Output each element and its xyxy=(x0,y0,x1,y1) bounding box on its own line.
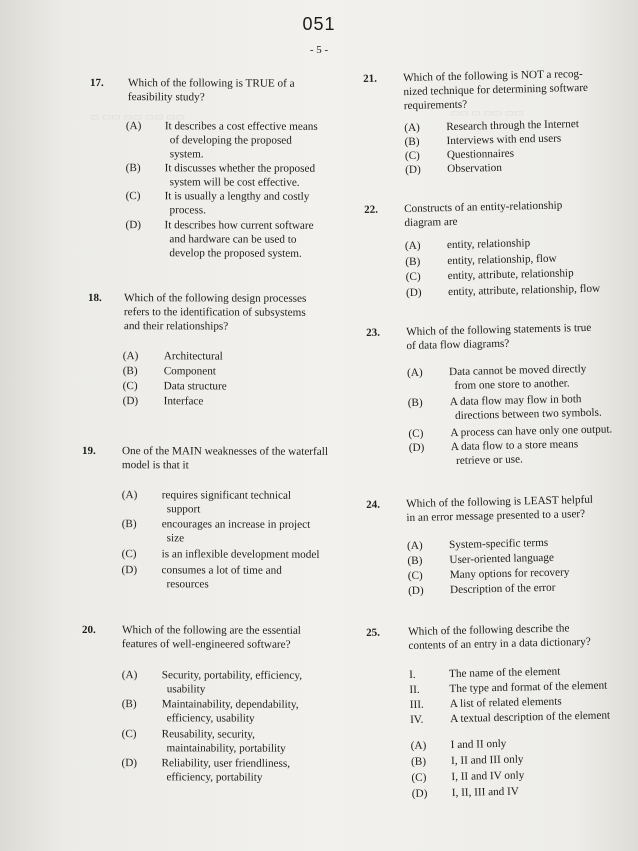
option-line: Data structure xyxy=(163,380,227,393)
option-label: (C) xyxy=(122,380,138,393)
option-label: III. xyxy=(409,698,424,712)
option-line: of developing the proposed xyxy=(169,134,292,147)
option-line: system. xyxy=(169,148,204,161)
question-25 xyxy=(366,620,634,801)
option-text xyxy=(161,563,281,591)
stem-line: model is that it xyxy=(121,459,189,472)
question-number: 22. xyxy=(364,203,379,216)
option-text xyxy=(449,679,607,697)
question-19 xyxy=(81,444,347,591)
question-number: 19. xyxy=(81,445,96,458)
option-line: support xyxy=(166,503,201,516)
option-line: Description of the error xyxy=(449,581,556,597)
stem-line: Which of the following describe the xyxy=(408,622,570,639)
option-line: Questionnaires xyxy=(446,147,515,162)
option-label: (B) xyxy=(410,755,427,769)
question-stem xyxy=(403,67,588,113)
option-line: efficiency, portability xyxy=(166,771,263,784)
answer-option xyxy=(82,727,352,755)
option-text xyxy=(447,147,514,163)
stem-line: Which of the following is LEAST helpful xyxy=(406,493,594,511)
answer-option xyxy=(90,119,360,161)
option-label: (D) xyxy=(407,584,424,598)
option-line: process. xyxy=(169,204,206,217)
option-text xyxy=(447,252,557,268)
option-label: (C) xyxy=(405,270,421,284)
answer-option xyxy=(82,488,352,516)
stem-line: One of the MAIN weaknesses of the waterfall xyxy=(121,445,328,458)
option-line: It discusses whether the proposed xyxy=(164,162,316,175)
option-label: (D) xyxy=(405,286,422,300)
option-text xyxy=(451,752,524,768)
answer-option xyxy=(88,394,358,408)
answer-option xyxy=(367,361,637,393)
option-text xyxy=(164,394,204,408)
option-text xyxy=(162,488,291,516)
option-label: (D) xyxy=(411,787,428,801)
option-label: (B) xyxy=(407,554,423,568)
question-stem xyxy=(122,444,328,473)
option-text xyxy=(165,119,318,162)
option-text xyxy=(162,517,311,546)
option-label: I. xyxy=(408,668,416,682)
option-line: usability xyxy=(166,683,206,696)
stem-line: Which of the following statements is true xyxy=(406,321,592,339)
option-label: (C) xyxy=(121,728,137,741)
option-line: A list of related elements xyxy=(449,695,562,711)
option-line: consumes a lot of time and xyxy=(161,564,282,577)
option-label: (B) xyxy=(407,396,423,410)
option-label: (D) xyxy=(122,395,139,408)
option-text xyxy=(449,536,548,552)
option-line: Component xyxy=(163,365,216,378)
stem-line: of data flow diagrams? xyxy=(406,337,510,353)
answer-option xyxy=(82,697,352,725)
option-line: Observation xyxy=(447,161,503,176)
question-stem xyxy=(122,623,301,652)
answer-option xyxy=(82,668,352,696)
option-label: II. xyxy=(409,683,420,697)
option-line: Many options for recovery xyxy=(449,566,570,582)
option-label: (B) xyxy=(122,365,138,378)
option-line: A process can have only one output. xyxy=(450,423,613,440)
option-label: (B) xyxy=(405,255,421,269)
exam-code: 051 xyxy=(302,14,336,34)
answer-option xyxy=(82,517,352,545)
question-number: 20. xyxy=(81,624,96,637)
question-stem xyxy=(124,291,307,334)
option-label: (D) xyxy=(125,219,142,232)
option-label: (C) xyxy=(404,149,420,163)
question-number: 24. xyxy=(366,498,381,511)
option-line: Architectural xyxy=(163,350,223,363)
option-label: (C) xyxy=(411,771,427,785)
option-text xyxy=(451,437,579,468)
stem-line: diagram are xyxy=(404,215,458,230)
question-stem xyxy=(406,493,593,525)
option-text xyxy=(446,132,561,149)
option-label: (C) xyxy=(407,569,423,583)
stem-line: features of well-engineered software? xyxy=(121,638,291,651)
stem-line: Which of the following is TRUE of a xyxy=(127,77,295,90)
option-line: system will be cost effective. xyxy=(169,176,300,189)
question-24 xyxy=(366,492,634,598)
option-text xyxy=(164,349,223,363)
option-line: I and II only xyxy=(450,737,507,752)
option-label: (A) xyxy=(406,539,423,553)
option-line: Reusability, security, xyxy=(161,728,255,741)
stem-line: contents of an entry in a data dictionary? xyxy=(408,635,591,653)
stem-line: feasibility study? xyxy=(127,91,205,104)
stem-line: Which of the following design processes xyxy=(123,292,307,305)
question-stem xyxy=(408,621,591,653)
option-line: Data cannot be moved directly xyxy=(448,363,587,379)
answer-option xyxy=(88,364,358,378)
bleed-through: ▭ ▭▭ ▭▭ ▭▭ ▭▭ xyxy=(90,112,186,123)
option-line: The name of the element xyxy=(448,665,561,681)
question-17 xyxy=(89,76,355,260)
option-line: resources xyxy=(166,578,209,591)
stem-line: nized technique for determining software xyxy=(403,81,589,99)
option-text xyxy=(165,189,310,218)
option-text xyxy=(450,392,602,423)
option-line: develop the proposed system. xyxy=(169,247,302,260)
option-line: I, II and III only xyxy=(450,753,524,768)
bleed-through: ▭▭ ▭ ▭▭ ▭▭ xyxy=(450,108,524,119)
option-label: (A) xyxy=(121,489,138,502)
stem-line: in an error message presented to a user? xyxy=(406,508,586,525)
answer-option xyxy=(367,663,637,682)
question-number: 21. xyxy=(363,72,378,85)
option-label: (D) xyxy=(121,757,138,770)
option-label: (A) xyxy=(404,121,420,135)
option-label: (B) xyxy=(125,162,141,175)
answer-option xyxy=(82,756,352,784)
question-23 xyxy=(366,320,634,467)
stem-line: requirements? xyxy=(403,98,468,113)
option-text xyxy=(449,551,554,567)
option-line: entity, relationship, flow xyxy=(447,252,557,268)
option-label: (C) xyxy=(125,190,141,203)
answer-option xyxy=(82,547,352,561)
option-label: (D) xyxy=(408,441,425,455)
option-text xyxy=(164,379,227,393)
option-text xyxy=(162,727,286,755)
option-label: (A) xyxy=(410,739,427,753)
option-text xyxy=(450,581,556,597)
option-line: is an inflexible development model xyxy=(161,548,320,561)
answer-option xyxy=(365,234,635,253)
question-number: 17. xyxy=(89,76,104,90)
question-number: 23. xyxy=(366,326,381,339)
option-text xyxy=(164,364,216,378)
question-22 xyxy=(364,197,632,300)
option-label: (C) xyxy=(408,427,424,441)
question-number: 18. xyxy=(87,292,102,305)
option-line: entity, attribute, relationship xyxy=(447,267,574,283)
option-text xyxy=(161,756,290,784)
option-line: requires significant technical xyxy=(161,489,292,502)
answer-option xyxy=(369,734,638,753)
option-text xyxy=(448,266,574,283)
question-21 xyxy=(363,66,631,177)
answer-option xyxy=(90,189,360,217)
option-line: entity, attribute, relationship, flow xyxy=(447,282,601,299)
option-text xyxy=(164,218,313,261)
option-line: from one store to another. xyxy=(454,377,570,393)
option-text xyxy=(451,737,507,752)
option-line: Security, portability, efficiency, xyxy=(161,669,303,682)
option-text xyxy=(452,785,519,801)
option-line: encourages an increase in project xyxy=(161,518,311,531)
option-line: Interface xyxy=(163,395,204,408)
option-line: System-specific terms xyxy=(448,536,549,552)
question-18 xyxy=(87,291,353,408)
answer-option xyxy=(368,422,638,441)
option-line: A data flow to a store means xyxy=(450,438,579,454)
option-label: IV. xyxy=(410,713,424,727)
option-line: retrieve or use. xyxy=(455,453,523,467)
option-line: It describes a cost effective means xyxy=(164,120,318,133)
option-label: (A) xyxy=(121,669,138,682)
answer-option xyxy=(88,379,358,393)
option-text xyxy=(165,161,315,190)
question-20 xyxy=(81,623,347,784)
question-stem xyxy=(128,76,295,105)
option-text xyxy=(162,668,302,696)
stem-line: Which of the following are the essential xyxy=(121,624,301,637)
answer-option xyxy=(90,218,360,260)
option-line: The type and format of the element xyxy=(449,679,608,696)
stem-line: Which of the following is NOT a recog- xyxy=(403,68,583,85)
option-label: (A) xyxy=(406,366,423,380)
option-text xyxy=(450,695,562,712)
page-number: - 5 - xyxy=(309,44,329,56)
option-label: (A) xyxy=(404,239,421,253)
stem-line: and their relationships? xyxy=(123,320,229,333)
option-line: It is usually a lengthy and costly xyxy=(164,190,310,203)
option-label: (D) xyxy=(121,564,138,577)
option-line: and hardware can be used to xyxy=(169,233,297,246)
option-label: (A) xyxy=(122,350,139,363)
option-text xyxy=(162,697,299,725)
option-line: Maintainability, dependability, xyxy=(161,698,299,711)
option-line: efficiency, usability xyxy=(166,712,255,725)
option-text xyxy=(450,565,570,582)
option-line: I, II and IV only xyxy=(451,769,525,784)
option-text xyxy=(447,236,530,252)
option-line: size xyxy=(166,532,185,545)
option-line: It describes how current software xyxy=(164,219,314,232)
option-text xyxy=(448,282,600,299)
option-line: entity, relationship xyxy=(446,237,531,252)
option-line: Research through the Internet xyxy=(446,118,580,134)
option-line: maintainability, portability xyxy=(166,742,286,755)
option-text xyxy=(450,708,610,726)
option-line: directions between two symbols. xyxy=(454,406,602,423)
answer-option xyxy=(367,534,637,553)
option-line: Interviews with end users xyxy=(446,132,562,148)
option-text xyxy=(449,665,560,682)
option-line: A data flow may flow in both xyxy=(449,393,582,409)
question-stem xyxy=(404,199,563,231)
answer-option xyxy=(82,563,352,591)
option-label: (B) xyxy=(121,698,137,711)
option-text xyxy=(162,547,320,562)
option-label: (C) xyxy=(121,548,137,561)
stem-line: refers to the identification of subsystems xyxy=(123,306,306,319)
answer-option xyxy=(90,161,360,189)
stem-line: Constructs of an entity-relationship xyxy=(404,199,563,216)
answer-option xyxy=(88,349,358,363)
option-line: User-oriented language xyxy=(449,551,555,567)
option-label: (B) xyxy=(404,135,420,149)
option-text xyxy=(451,768,524,784)
option-label: (B) xyxy=(121,518,137,531)
question-stem xyxy=(406,321,592,353)
option-text xyxy=(449,362,587,393)
question-number: 25. xyxy=(366,626,381,639)
option-line: A textual description of the element xyxy=(449,709,611,726)
option-line: Reliability, user friendliness, xyxy=(161,757,291,770)
option-label: (D) xyxy=(405,163,421,177)
option-label: (A) xyxy=(125,120,142,133)
option-text xyxy=(447,161,502,176)
option-line: I, II, III and IV xyxy=(451,785,520,800)
